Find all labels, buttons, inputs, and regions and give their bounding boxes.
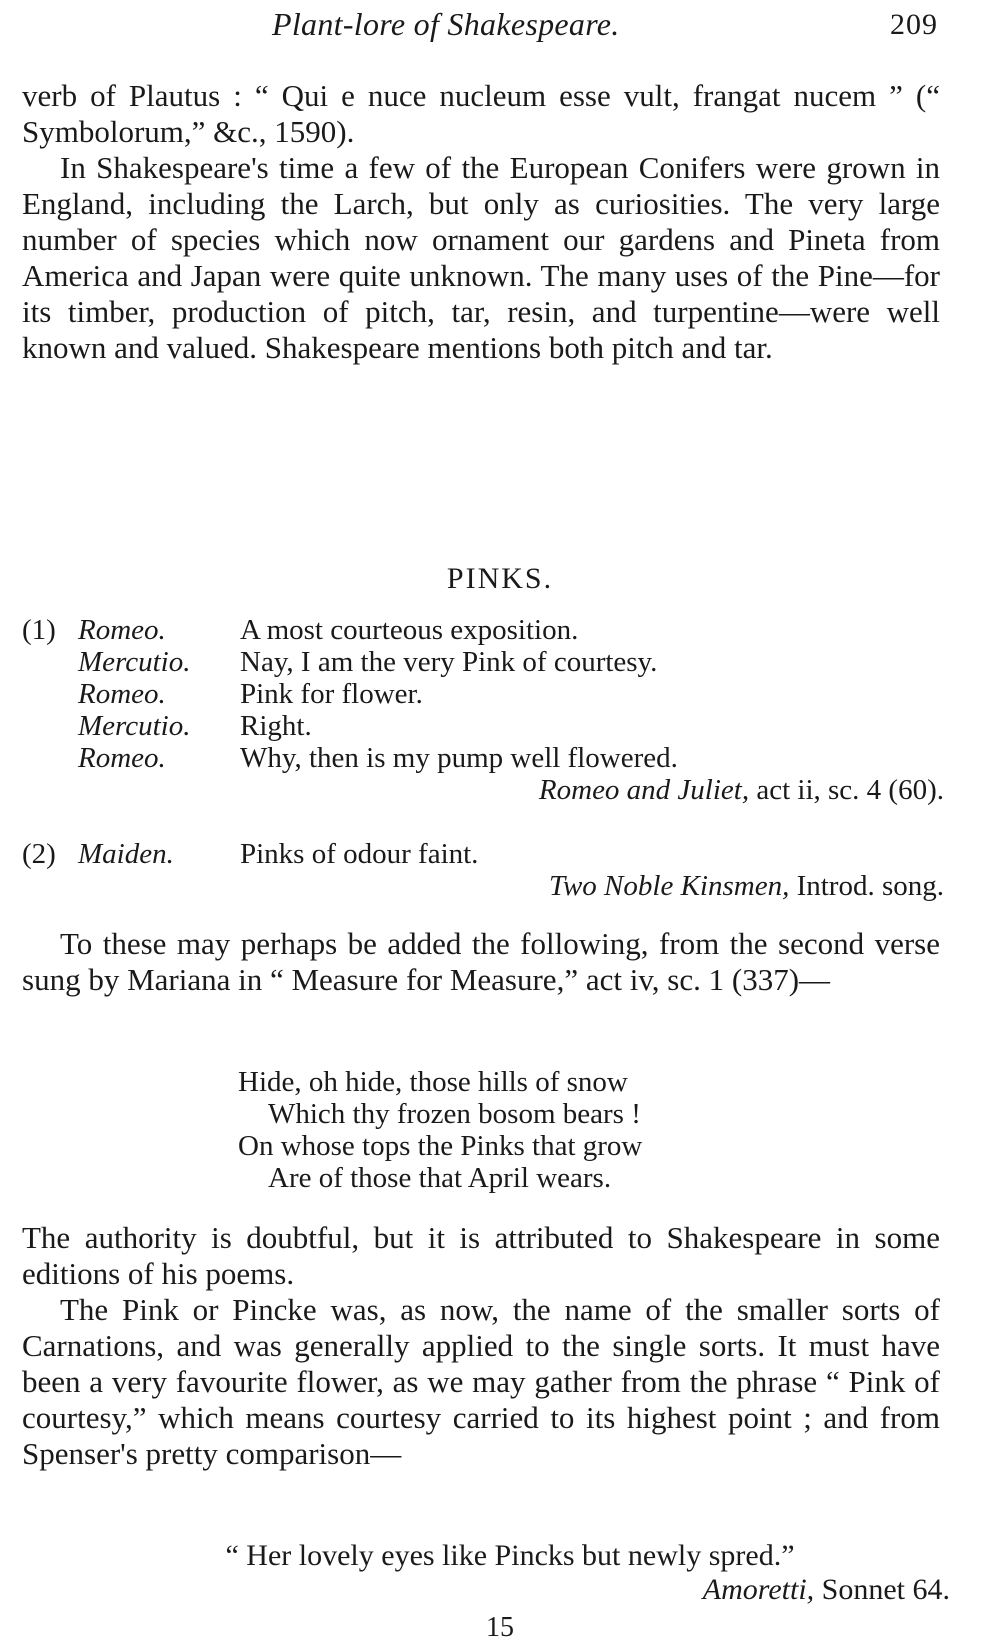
verse-line: On whose tops the Pinks that grow (238, 1130, 643, 1162)
citation-ref: Sonnet 64. (821, 1573, 950, 1606)
citation-work: Romeo and Juliet, (538, 774, 750, 806)
citation-ref: act ii, sc. 4 (60). (756, 774, 944, 806)
speaker: Romeo. (78, 678, 166, 710)
spenser-quote: “ Her lovely eyes like Pincks but newly spred.” (225, 1539, 795, 1572)
quote-two-noble-kinsmen (22, 838, 952, 904)
verse-line: Hide, oh hide, those hills of snow (238, 1066, 628, 1098)
speaker: Romeo. (78, 742, 166, 774)
speech: Why, then is my pump well flowered. (240, 742, 678, 774)
quote-romeo-juliet (22, 614, 952, 808)
citation (22, 870, 952, 904)
speech: A most courteous exposition. (240, 614, 579, 646)
quote-line (22, 646, 952, 678)
citation (22, 774, 952, 808)
speech: Nay, I am the very Pink of courtesy. (240, 646, 658, 678)
paragraph-pink-pincke: The Pink or Pincke was, as now, the name of the smaller sorts of Carnations, and was generally applied to the single sorts. It must have been a very favourite flower, as we may gather from the phrase “ Pink of courtesy,” which means courtesy carried to its highest point ; and from Spenser's pretty comparison— (22, 1292, 940, 1471)
paragraph-mariana: To these may perhaps be added the following, from the second verse sung by Mariana in “ Measure for Measure,” act iv, sc. 1 (337)— (22, 926, 940, 997)
speaker: Romeo. (78, 614, 166, 646)
quote-line (22, 678, 952, 710)
quote-line (22, 742, 952, 774)
spenser-citation (703, 1573, 950, 1607)
speech: Right. (240, 710, 312, 742)
quote-line (22, 838, 952, 870)
paragraph-plautus: verb of Plautus : “ Qui e nuce nucleum esse vult, frangat nucem ” (“ Symbolorum,” &c., 1590). (22, 78, 940, 149)
page-number: 209 (890, 8, 938, 41)
citation-work: Two Noble Kinsmen, (548, 870, 790, 902)
speech: Pinks of odour faint. (240, 838, 479, 870)
verse-line: Which thy frozen bosom bears ! (268, 1098, 641, 1130)
speaker: Maiden. (78, 838, 174, 870)
speaker: Mercutio. (78, 710, 191, 742)
speaker: Mercutio. (78, 646, 191, 678)
quote-number: (1) (22, 614, 56, 646)
verse-line: Are of those that April wears. (268, 1162, 612, 1194)
paragraph-authority: The authority is doubtful, but it is attributed to Shakespeare in some editions of his poems. (22, 1220, 940, 1291)
verse-stanza (238, 1066, 642, 1194)
section-title: PINKS. (446, 562, 554, 595)
speech: Pink for flower. (240, 678, 423, 710)
quote-line (22, 614, 952, 646)
paragraph-conifers: In Shakespeare's time a few of the European Conifers were grown in England, including the Larch, but only as curiosities. The very large number of species which now ornament our gardens and Pineta from America and Japan were quite unknown. The many uses of the Pine—for its timber, production of pitch, tar, resin, and turpentine—were well known and valued. Shakespeare mentions both pitch and tar. (22, 150, 940, 365)
quote-line (22, 710, 952, 742)
citation-ref: Introd. song. (796, 870, 944, 902)
running-title: Plant-lore of Shakespeare. (272, 6, 620, 42)
signature-mark: 15 (486, 1612, 514, 1643)
running-header (0, 6, 1000, 46)
citation-work: Amoretti, (702, 1573, 815, 1606)
quote-number: (2) (22, 838, 56, 870)
